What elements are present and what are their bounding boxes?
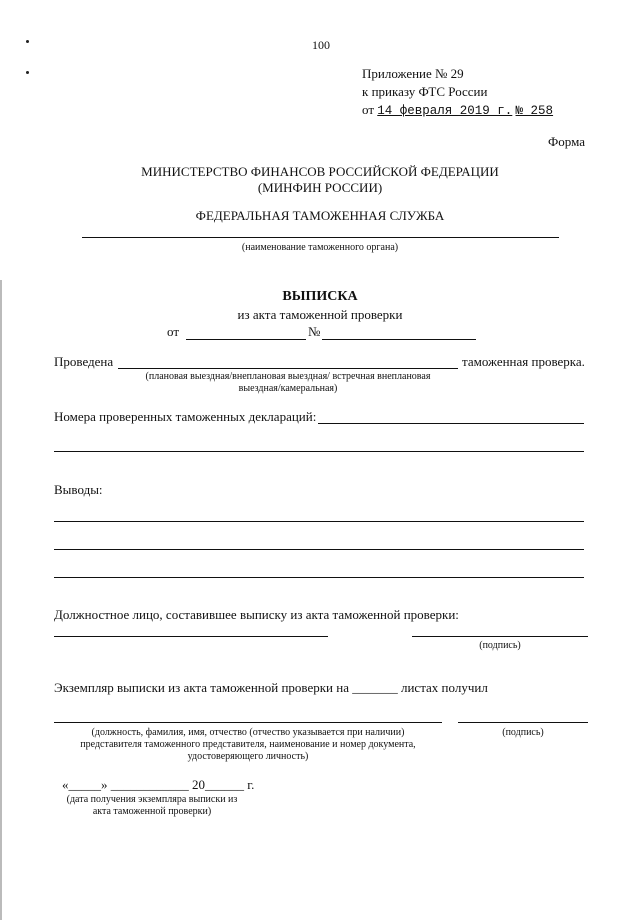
organ-name-line	[82, 237, 559, 238]
scan-speck	[26, 71, 29, 74]
date-day-blank: _____	[68, 777, 101, 792]
conducted-label: Проведена	[54, 354, 114, 369]
document-subtitle: из акта таможенной проверки	[237, 307, 403, 322]
appendix-line3	[362, 102, 553, 118]
official-label: Должностное лицо, составившее выписку из акта таможенной проверки:	[54, 607, 459, 622]
date-year-suffix: г.	[247, 777, 255, 792]
date-caption-2: акта таможенной проверки)	[92, 806, 212, 817]
number-field-line	[322, 339, 476, 340]
inspection-type-caption-2: выездная/камеральная)	[238, 383, 338, 394]
date-close-quote: »	[101, 777, 108, 792]
date-caption-1: (дата получения экземпляра выписки из	[66, 794, 238, 805]
date-month-blank: ____________	[110, 777, 189, 792]
appendix-number: № 258	[515, 104, 554, 118]
receipt-date-line	[62, 777, 254, 793]
official-name-line	[54, 636, 328, 637]
official-signature-caption: (подпись)	[479, 640, 521, 651]
date-field-line	[186, 339, 306, 340]
scan-edge	[0, 280, 2, 920]
date-open-quote: «	[62, 777, 69, 792]
recipient-name-line	[54, 722, 442, 723]
declarations-line-2	[54, 451, 584, 452]
from-label: от	[167, 324, 180, 339]
conclusions-label: Выводы:	[54, 482, 103, 497]
copy-sheets-blank: _______	[352, 680, 398, 695]
recipient-caption-2: представителя таможенного представителя, наименование и номер документа,	[80, 739, 416, 750]
recipient-caption-1: (должность, фамилия, имя, отчество (отчество указывается при наличии)	[91, 727, 405, 738]
official-signature-line	[412, 636, 588, 637]
conducted-suffix: таможенная проверка.	[462, 354, 585, 369]
copy-suffix: листах получил	[400, 680, 488, 695]
inspection-type-line	[118, 368, 458, 369]
appendix-line1: Приложение № 29	[362, 66, 464, 81]
recipient-signature-line	[458, 722, 588, 723]
appendix-from-label: от	[362, 102, 375, 117]
form-label: Форма	[548, 134, 585, 149]
service-title: ФЕДЕРАЛЬНАЯ ТАМОЖЕННАЯ СЛУЖБА	[195, 208, 445, 223]
copy-received-line	[54, 680, 488, 696]
appendix-line2: к приказу ФТС России	[362, 84, 488, 99]
copy-prefix: Экземпляр выписки из акта таможенной проверки на	[54, 680, 349, 695]
document-title: ВЫПИСКА	[282, 289, 358, 304]
date-year-prefix: 20	[192, 777, 205, 792]
date-year-blank: ______	[205, 777, 244, 792]
scan-speck	[26, 40, 29, 43]
inspection-type-caption-1: (плановая выездная/внеплановая выездная/ встречная внеплановая	[145, 371, 431, 382]
appendix-date: 14 февраля 2019 г.	[377, 104, 513, 118]
recipient-signature-caption: (подпись)	[502, 727, 544, 738]
conclusions-line-1	[54, 521, 584, 522]
declarations-label: Номера проверенных таможенных деклараций:	[54, 409, 317, 424]
organ-caption: (наименование таможенного органа)	[241, 242, 399, 253]
number-label: №	[308, 324, 321, 339]
conclusions-line-2	[54, 549, 584, 550]
page-number: 100	[312, 38, 330, 52]
ministry-title: МИНИСТЕРСТВО ФИНАНСОВ РОССИЙСКОЙ ФЕДЕРАЦИИ	[141, 164, 499, 179]
recipient-caption-3: удостоверяющего личность)	[187, 751, 309, 762]
conclusions-line-3	[54, 577, 584, 578]
declarations-line-1	[318, 423, 584, 424]
ministry-short: (МИНФИН РОССИИ)	[257, 180, 383, 195]
